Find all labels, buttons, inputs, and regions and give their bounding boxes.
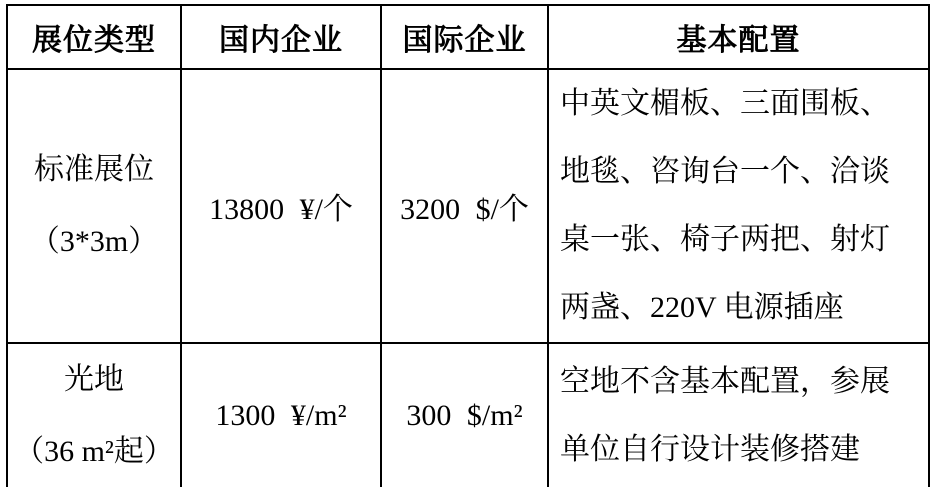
international-price-cell: 300 $/m² (381, 343, 548, 487)
international-price-cell: 3200 $/个 (381, 69, 548, 343)
table-row-raw-space (7, 343, 929, 487)
domestic-price-cell: 13800 ¥/个 (181, 69, 381, 343)
header-booth-type: 展位类型 (7, 5, 181, 69)
header-row (7, 5, 929, 69)
config-line: 单位自行设计装修搭建 (560, 433, 860, 466)
basic-config-cell (548, 69, 929, 343)
booth-pricing-table (6, 4, 930, 487)
booth-type-size: （3*3m） (29, 225, 159, 258)
header-basic-config: 基本配置 (548, 5, 929, 69)
booth-type-cell (7, 69, 181, 343)
basic-config-cell (548, 343, 929, 487)
booth-type-name: 标准展位 (34, 153, 154, 186)
config-line: 空地不含基本配置，参展 (560, 365, 890, 398)
header-international-enterprise: 国际企业 (381, 5, 548, 69)
config-line: 两盏、220V 电源插座 (560, 291, 844, 324)
config-line: 地毯、咨询台一个、洽谈 (560, 155, 890, 188)
header-domestic-enterprise: 国内企业 (181, 5, 381, 69)
booth-type-name: 光地 (64, 363, 124, 396)
config-line: 中英文楣板、三面围板、 (560, 87, 890, 120)
config-line: 桌一张、椅子两把、射灯 (560, 223, 890, 256)
booth-type-size: （36 m²起） (14, 435, 174, 468)
table-row-standard-booth (7, 69, 929, 343)
booth-type-cell (7, 343, 181, 487)
domestic-price-cell: 1300 ¥/m² (181, 343, 381, 487)
